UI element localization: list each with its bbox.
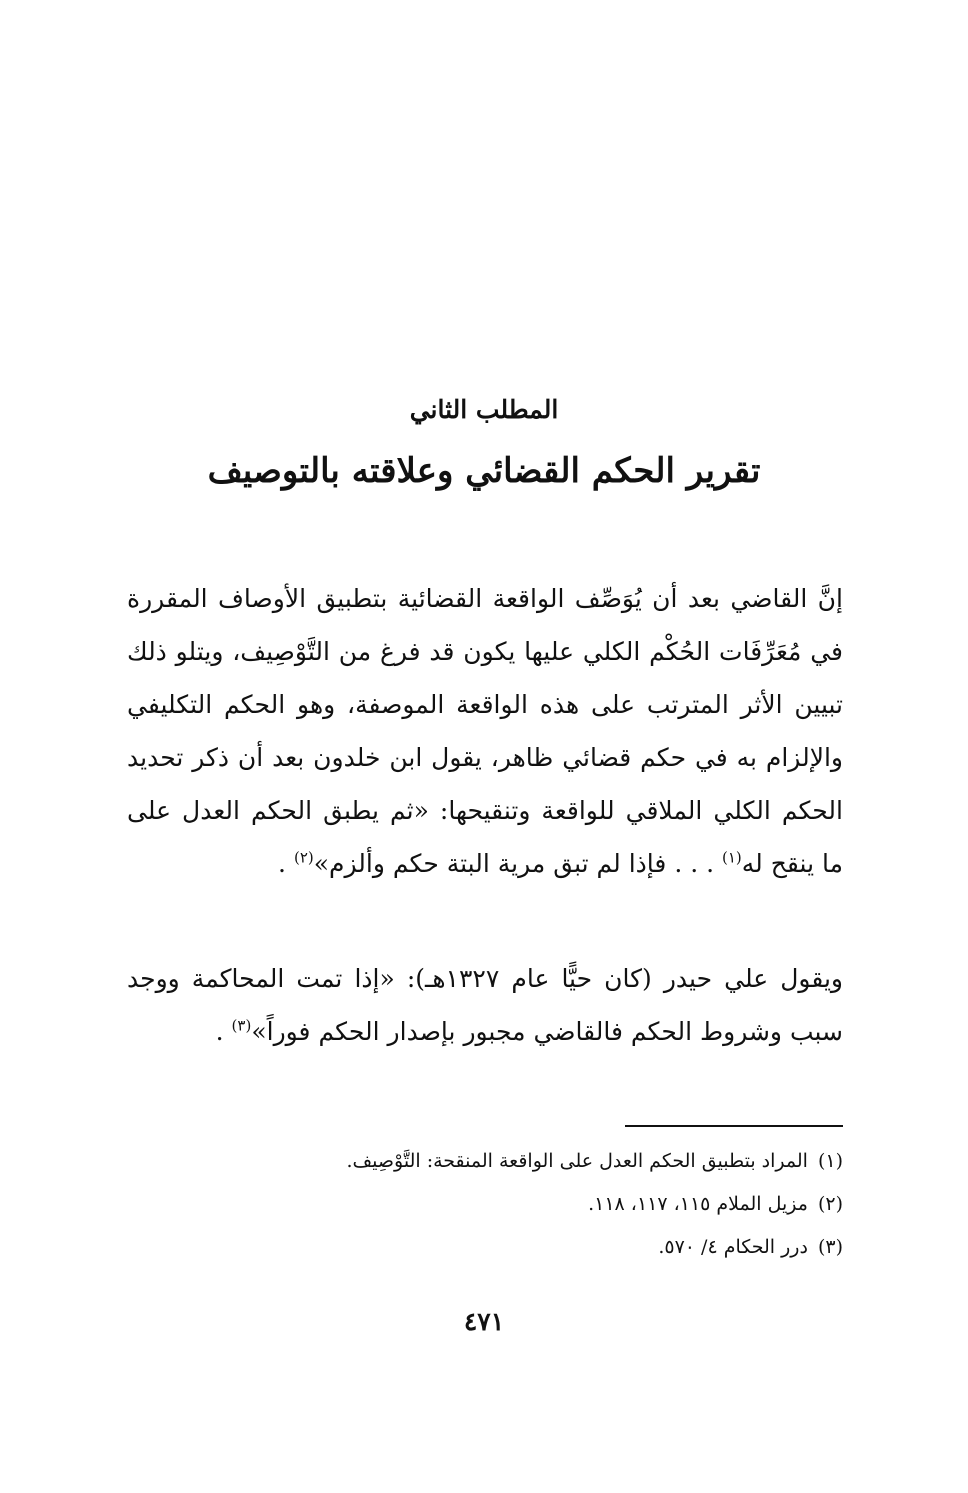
footnote-item (127, 1183, 843, 1226)
page-number: ٤٧١ (463, 1307, 505, 1336)
footnote-number: (١) (817, 1150, 843, 1172)
paragraph-1-text-c: . (278, 849, 294, 878)
footnote-separator (625, 1125, 843, 1127)
paragraph-2 (127, 952, 843, 1058)
footnote-number: (٢) (817, 1193, 843, 1215)
section-title: تقرير الحكم القضائي وعلاقته بالتوصيف (207, 451, 761, 491)
footnote-number: (٣) (817, 1236, 843, 1258)
footnote-ref-2: (٢) (293, 848, 314, 867)
footnote-item (127, 1226, 843, 1269)
footnote-ref-1: (١) (722, 848, 742, 867)
paragraph-1-text-b: . . . فإذا لم تبق مرية البتة حكم وألزم» (313, 849, 722, 878)
section-label: المطلب الثاني (409, 395, 559, 424)
paragraph-2-text-b: . (215, 1017, 232, 1046)
paragraph-2-text-a: ويقول علي حيدر (كان حيًّا عام ١٣٢٧هـ): «إذا تمت المحاكمة ووجد سبب وشروط الحكم فالقاضي مجبور بإصدار الحكم فوراً» (127, 964, 843, 1046)
footnote-item (127, 1140, 843, 1183)
footnote-ref-3: (٣) (231, 1016, 252, 1035)
paragraph-1 (127, 572, 843, 890)
footnote-text: مزيل الملام ١١٥، ١١٧، ١١٨. (588, 1193, 808, 1215)
paragraph-1-text-a: إنَّ القاضي بعد أن يُوَصِّف الواقعة القضائية بتطبيق الأوصاف المقررة في مُعَرِّفَات الحُكْم الكلي عليها يكون قد فرغ من التَّوْصِيف، ويتلو ذلك تبيين الأثر المترتب على هذه الواقعة الموصفة، وهو الحكم التكليفي والإلزام به في حكم قضائي ظاهر، يقول ابن خلدون بعد أن ذكر تحديد الحكم الكلي الملاقي للواقعة وتنقيحها: «ثم يطبق الحكم العدل على ما ينقح له (127, 584, 843, 878)
footnotes (127, 1140, 843, 1269)
footnote-text: المراد بتطبيق الحكم العدل على الواقعة المنقحة: التَّوْصِيف. (346, 1150, 808, 1172)
footnote-text: درر الحكام ٤/ ٥٧٠. (658, 1236, 808, 1258)
